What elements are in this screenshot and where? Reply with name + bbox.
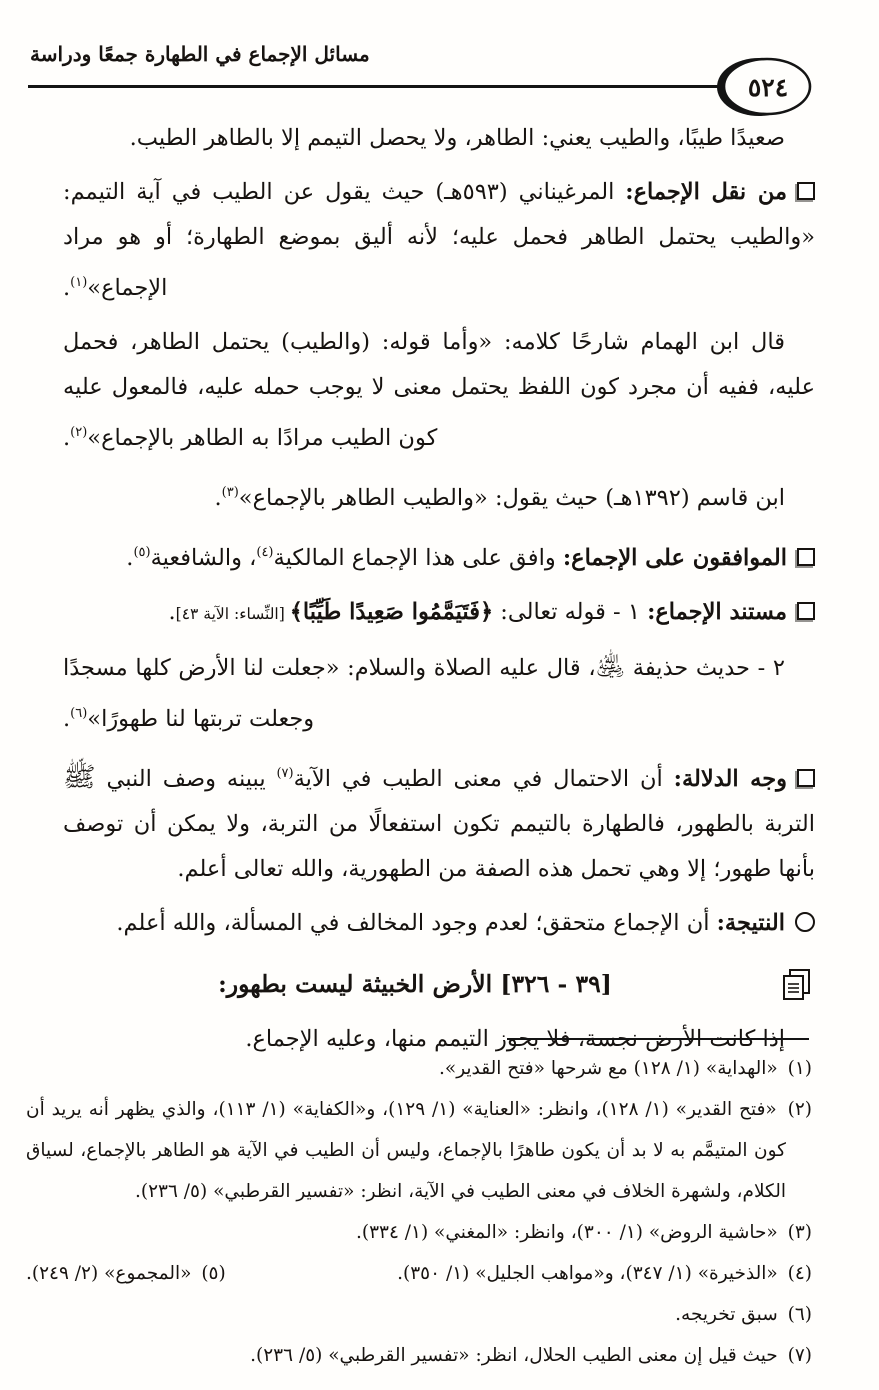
paragraph-label: مستند الإجماع:: [647, 599, 787, 625]
paragraph-p4: [63, 470, 815, 521]
text-run: ١ - قوله تعالى:: [493, 599, 648, 625]
footnote-ref: (٢): [70, 425, 88, 440]
footnote-item: [26, 1212, 812, 1253]
section-heading: [63, 962, 815, 1007]
footnote-text: «الهداية» (١/ ١٢٨) مع شرحها «فتح القدير».: [439, 1058, 784, 1079]
text-run: ، قال عليه الصلاة والسلام: «جعلت لنا الأرض كلها مسجدًا وجعلت تربتها لنا طهورًا»: [63, 655, 596, 732]
footnote-marker: (٧): [787, 1345, 812, 1366]
square-bullet-icon: [797, 602, 815, 620]
paragraph-label: النتيجة:: [716, 910, 785, 936]
footnote-ref: (١): [70, 275, 88, 290]
paragraph-p1: [63, 116, 815, 161]
text-run: .: [63, 425, 71, 451]
content-area: [63, 116, 815, 1052]
text-run: ، والشافعية: [150, 545, 257, 571]
square-bullet-icon: [797, 769, 815, 787]
verse-reference: [النِّساء: الآية ٤٣]: [175, 605, 290, 623]
footnote-item: [26, 1089, 812, 1212]
text-run: أن الاحتمال في معنى الطيب في الآية: [293, 766, 674, 792]
text-run: صعيدًا طيبًا، والطيب يعني: الطاهر، ولا يحصل التيمم إلا بالطاهر الطيب.: [129, 125, 785, 151]
page-number-badge: [717, 56, 813, 118]
honorific-glyph: ﷺ: [63, 762, 96, 793]
text-run: قال ابن الهمام شارحًا كلامه: «وأما قوله: (والطيب) يحتمل الطاهر، فحمل عليه، ففيه أن مجرد كون اللفظ يحتمل معنى لا يوجب حمله عليه، فالمعول عليه كون الطيب مرادًا به الطاهر بالإجماع»: [63, 329, 815, 451]
text-run: التربة بالطهور، فالطهارة بالتيمم تكون استفعالًا من التربة، ولا يمكن أن توصف بأنها طهور؛ إلا وهي تحمل هذه الصفة من الطهورية، والله تعالى أعلم.: [63, 811, 815, 882]
footnote-ref: (٦): [70, 706, 88, 721]
page-number: ٥٢٤: [747, 73, 789, 102]
footnote-marker: (٥): [201, 1263, 226, 1284]
pages-icon: [779, 968, 815, 1002]
footnote-text: حيث قيل إن معنى الطيب الحلال، انظر: «تفسير القرطبي» (٥/ ٢٣٦).: [250, 1345, 784, 1366]
circle-bullet-icon: [795, 912, 815, 932]
footnote-marker: (٢): [787, 1099, 812, 1120]
text-run: .: [214, 485, 222, 511]
footnote-row-2: [26, 1089, 812, 1212]
footnote-ref: (٧): [276, 766, 294, 781]
footnote-ref: (٥): [133, 545, 151, 560]
footnote-divider: [507, 1038, 809, 1040]
footnote-text: سبق تخريجه.: [675, 1304, 784, 1325]
text-run: .: [126, 545, 134, 571]
footnote-ref: (٣): [221, 485, 239, 500]
text-run: أن الإجماع متحقق؛ لعدم وجود المخالف في المسألة، والله أعلم.: [116, 910, 717, 936]
footnote-row-4: [26, 1253, 812, 1294]
footnote-text: «حاشية الروض» (١/ ٣٠٠)، وانظر: «المغني» (١/ ٣٣٤).: [355, 1222, 784, 1243]
closing-paragraph: إذا كانت الأرض نجسة، فلا يجوز التيمم منها، وعليه الإجماع.: [245, 1026, 785, 1052]
text-run: المرغيناني (٥٩٣هـ) حيث يقول عن الطيب في آية التيمم: «والطيب يحتمل الطاهر فحمل عليه؛ لأنه أليق بموضع الطهارة؛ أو هو مراد الإجماع»: [63, 179, 815, 301]
text-run: .: [63, 706, 71, 732]
footnotes-area: [26, 1048, 812, 1376]
header-rule: [28, 85, 724, 88]
paragraph-label: من نقل الإجماع:: [625, 179, 788, 205]
footnote-row-5: [26, 1294, 812, 1335]
text-run: ٢ - حديث حذيفة: [625, 655, 785, 681]
honorific-glyph: ﵁: [595, 651, 626, 682]
text-run: يبينه وصف النبي: [95, 766, 277, 792]
paragraph-p9: [63, 901, 815, 946]
footnote-marker: (٦): [787, 1304, 812, 1325]
text-run: ابن قاسم (١٣٩٢هـ) حيث يقول: «والطيب الطاهر بالإجماع»: [238, 485, 785, 511]
footnote-text: «المجموع» (٢/ ٢٤٩).: [26, 1263, 198, 1284]
text-run: وافق على هذا الإجماع المالكية: [273, 545, 563, 571]
paragraph-p6: [63, 590, 815, 637]
text-run: .: [63, 275, 71, 301]
text-run: .: [168, 599, 176, 625]
paragraph-p7: [63, 646, 815, 742]
square-bullet-icon: [797, 548, 815, 566]
paragraph-label: وجه الدلالة:: [673, 766, 787, 792]
footnote-item: [26, 1335, 812, 1376]
footnote-marker: (١): [787, 1058, 812, 1079]
footnote-item: [26, 1048, 812, 1089]
paragraph-label: الموافقون على الإجماع:: [562, 545, 787, 571]
footnote-text: «فتح القدير» (١/ ١٢٨)، وانظر: «العناية» (١/ ١٢٩)، و«الكفاية» (١/ ١١٣)، والذي يظهر أنه يريد أن كون المتيمَّم به لا بد أن يكون طاهرًا بالإجماع، وليس أن الطيب في الآية هو الطاهر بالإجماع، لسياق الكلام، ولشهرة الخلاف في معنى الطيب في الآية، انظر: «تفسير القرطبي» (٥/ ٢٣٦).: [26, 1099, 786, 1202]
quran-verse: ﴿فَتَيَمَّمُوا صَعِيدًا طَيِّبًا﴾: [289, 599, 494, 625]
footnote-row-6: [26, 1335, 812, 1376]
footnote-row-3: [26, 1212, 812, 1253]
paragraph-p3: [63, 320, 815, 461]
footnote-item: [397, 1253, 812, 1294]
book-title: مسائل الإجماع في الطهارة جمعًا ودراسة: [30, 42, 370, 66]
paragraph-p2: [63, 170, 815, 311]
body-paragraphs: [63, 116, 815, 946]
paragraph-p5: [63, 530, 815, 581]
square-bullet-icon: [797, 182, 815, 200]
footnote-text: «الذخيرة» (١/ ٣٤٧)، و«مواهب الجليل» (١/ ٣٥٠).: [397, 1263, 784, 1284]
footnote-marker: (٤): [787, 1263, 812, 1284]
paragraph-p8: [63, 751, 815, 892]
section-heading-text: [٣٩ - ٣٢٦] الأرض الخبيثة ليست بطهور:: [218, 970, 612, 998]
footnote-item: [26, 1294, 812, 1335]
footnote-marker: (٣): [787, 1222, 812, 1243]
footnote-row-1: [26, 1048, 812, 1089]
footnote-ref: (٤): [256, 545, 274, 560]
footnote-item: [26, 1253, 226, 1294]
